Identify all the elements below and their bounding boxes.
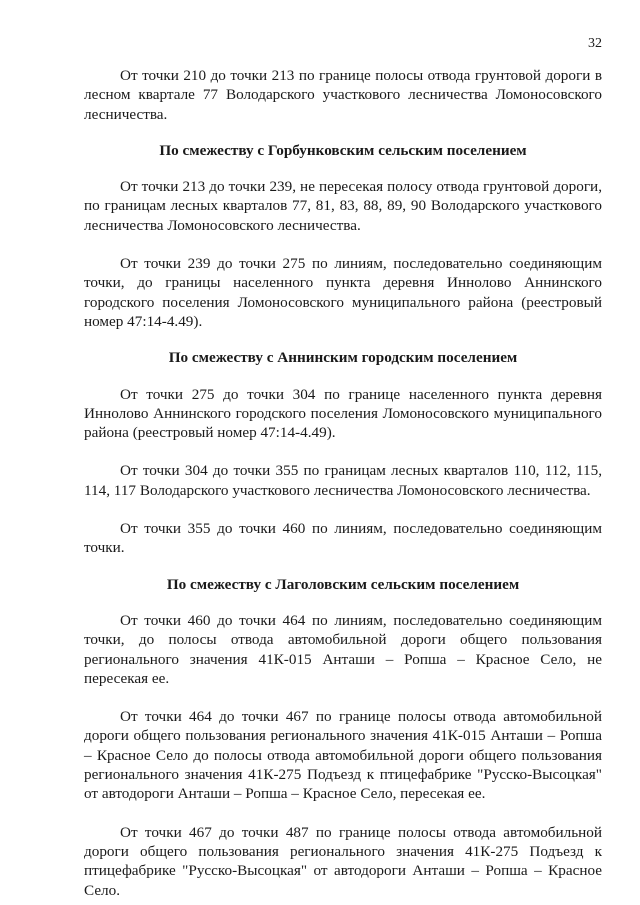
- paragraph-4: От точки 275 до точки 304 по границе населенного пункта деревня Иннолово Аннинского городского поселения Ломоносовского муниципального района (реестровый номер 47:14-4.49).: [84, 385, 602, 442]
- paragraph-2: От точки 213 до точки 239, не пересекая полосу отвода грунтовой дороги, по границам лесных кварталов 77, 81, 83, 88, 89, 90 Володарского участкового лесничества Ломоносовского лесничества.: [84, 178, 602, 234]
- page-number: 32: [588, 36, 602, 51]
- paragraph-8: От точки 464 до точки 467 по границе полосы отвода автомобильной дороги общего пользования регионального значения 41К-015 Анташи – Ропша – Красное Село до полосы отвода автомобильной дороги общего пользования регионального значения 41К-275 Подъезд к птицефабрике "Русско-Высоцкая" от автодороги Анташи – Ропша – Красное Село, пересекая ее.: [84, 708, 602, 803]
- paragraph-1: От точки 210 до точки 213 по границе полосы отвода грунтовой дороги в лесном квартале 77 Володарского участкового лесничества Ломоносовского лесничества.: [84, 67, 602, 123]
- paragraph-7: От точки 460 до точки 464 по линиям, последовательно соединяющим точки, до полосы отвода автомобильной дороги общего пользования регионального значения 41К-015 Анташи – Ропша – Красное Село, не пересекая ее.: [84, 611, 602, 687]
- section-heading-gorbunki: По смежеству с Горбунковским сельским поселением: [159, 141, 527, 159]
- paragraph-3: От точки 239 до точки 275 по линиям, последовательно соединяющим точки, до границы населенного пункта деревня Иннолово Аннинского городского поселения Ломоносовского муниципального района (реестровый номер 47:14-4.49).: [84, 255, 602, 330]
- paragraph-9: От точки 467 до точки 487 по границе полосы отвода автомобильной дороги общего пользования регионального значения 41К-275 Подъезд к птицефабрике "Русско-Высоцкая" от автодороги Анташи – Ропша – Красное Село.: [84, 823, 602, 899]
- paragraph-5: От точки 304 до точки 355 по границам лесных кварталов 110, 112, 115, 114, 117 Володарского участкового лесничества Ломоносовского лесничества.: [84, 462, 602, 499]
- section-heading-annino: По смежеству с Аннинским городским поселением: [168, 349, 518, 367]
- section-heading-lagolovo: По смежеству с Лаголовским сельским поселением: [166, 575, 520, 593]
- document-body: [84, 66, 602, 900]
- paragraph-6: От точки 355 до точки 460 по линиям, последовательно соединяющим точки.: [84, 520, 602, 557]
